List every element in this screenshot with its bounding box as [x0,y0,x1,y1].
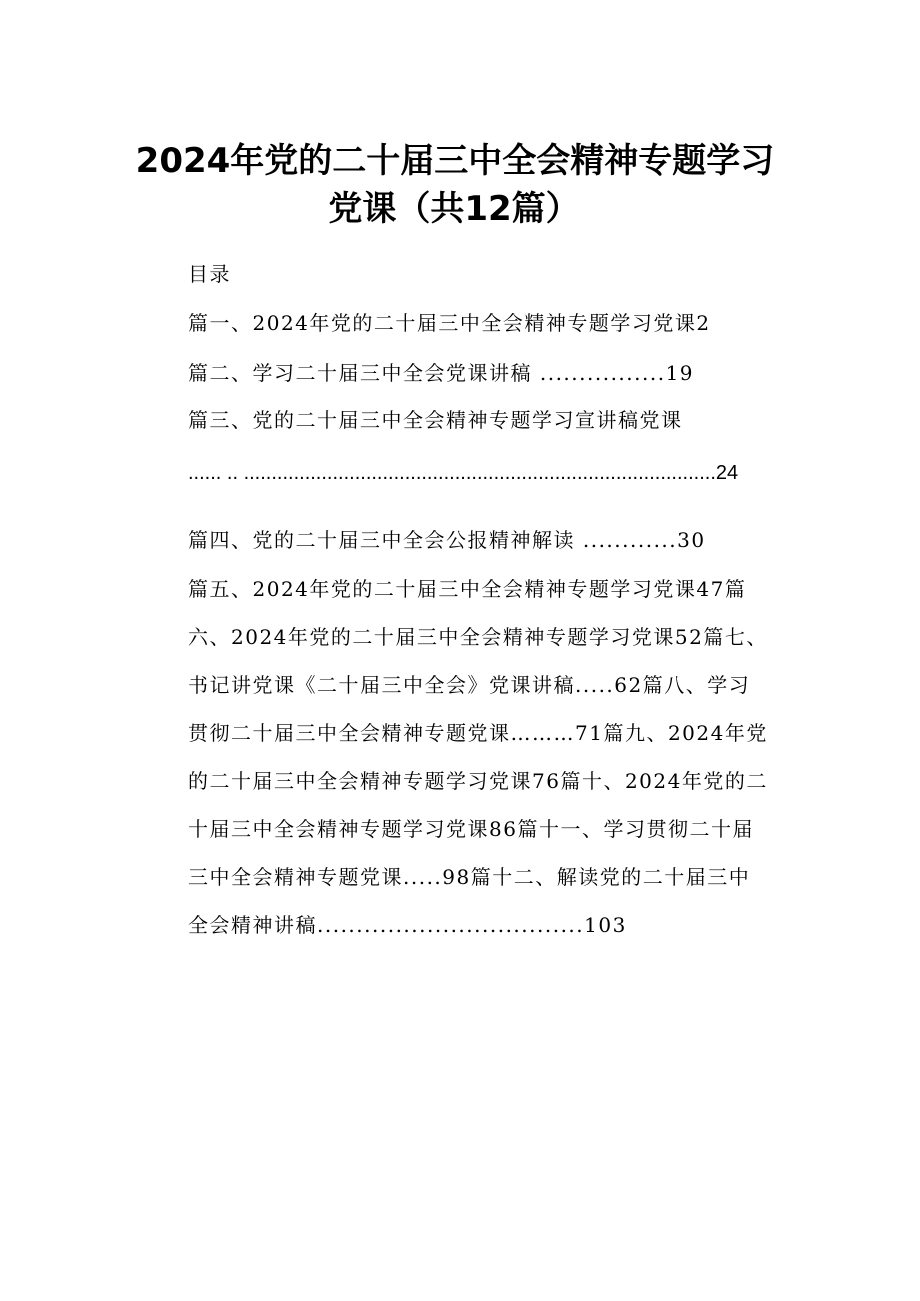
toc-line-2: 篇二、学习二十届三中全会党课讲稿 ................19 [188,361,695,385]
toc-line-8: 贯彻二十届三中全会精神专题党课………71篇九、2024年党 [188,721,768,745]
toc-line-6: 六、2024年党的二十届三中全会精神专题学习党课52篇七、 [188,625,768,649]
toc-line-3-leader: ...... .. .....................................................................................24 [188,462,739,484]
toc-line-5: 篇五、2024年党的二十届三中全会精神专题学习党课47篇 [188,577,747,601]
toc-line-9: 的二十届三中全会精神专题学习党课76篇十、2024年党的二 [188,769,768,793]
toc-line-12: 全会精神讲稿..................................103 [188,913,627,937]
document-title-line2: 党课（共12篇） [328,189,580,229]
toc-line-10: 十届三中全会精神专题学习党课86篇十一、学习贯彻二十届 [188,817,754,841]
toc-line-11: 三中全会精神专题党课.....98篇十二、解读党的二十届三中 [188,865,751,889]
toc-heading: 目录 [188,262,231,286]
toc-line-1: 篇一、2024年党的二十届三中全会精神专题学习党课2 [188,311,711,335]
toc-line-4: 篇四、党的二十届三中全会公报精神解读 ............30 [188,528,706,552]
document-title-line1: 2024年党的二十届三中全会精神专题学习 [135,141,775,181]
toc-line-7: 书记讲党课《二十届三中全会》党课讲稿.....62篇八、学习 [188,673,751,697]
toc-line-3: 篇三、党的二十届三中全会精神专题学习宣讲稿党课 [188,408,683,432]
